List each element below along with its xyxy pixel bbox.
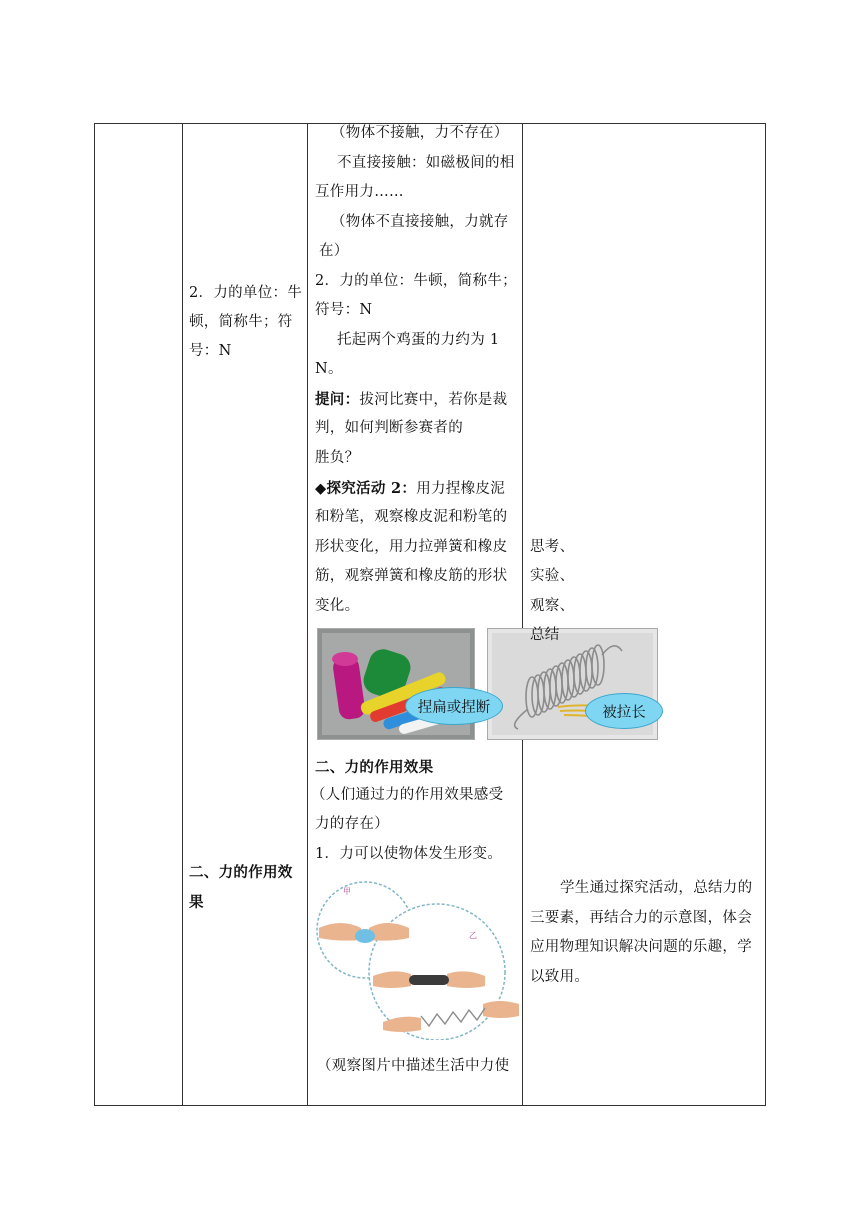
- unit-label-line: 号：N: [189, 343, 232, 359]
- question-line: 判，如何判断参赛者的: [315, 420, 463, 436]
- figure-mark-yi: 乙: [469, 931, 477, 940]
- summary-line: 以致用。: [530, 969, 590, 985]
- activity-line: 筋，观察弹簧和橡皮筋的形状: [315, 568, 508, 584]
- column-divider: [522, 124, 523, 1105]
- section-line: 1．力可以使物体发生形变。: [315, 846, 503, 862]
- question-line: 胜负？: [315, 450, 360, 466]
- figure-mark-jia: 甲: [343, 887, 351, 896]
- content-line: （物体不接触，力不存在）: [331, 125, 509, 141]
- activity-step: 实验、: [530, 568, 575, 584]
- content-line: （观察图片中描述生活中力使: [317, 1058, 510, 1074]
- column-divider: [182, 124, 183, 1105]
- column-divider: [307, 124, 308, 1105]
- activity-line: 和粉笔，观察橡皮泥和粉笔的: [315, 509, 508, 525]
- content-line: 2．力的单位：牛顿，简称牛；: [315, 273, 517, 289]
- hands-illustration: [313, 880, 521, 1040]
- section-line: 力的存在）: [315, 816, 389, 832]
- summary-line: 应用物理知识解决问题的乐趣，学: [530, 939, 752, 955]
- callout-stretched: 被拉长: [585, 693, 663, 729]
- content-line: （物体不直接接触，力就存: [331, 214, 509, 230]
- summary-line: 三要素，再结合力的示意图，体会: [530, 910, 752, 926]
- content-line: 符号：N: [315, 302, 373, 318]
- content-line: 在）: [319, 243, 349, 259]
- content-line: 不直接接触：如磁极间的相: [337, 155, 515, 171]
- activity-line: 形状变化，用力拉弹簧和橡皮: [315, 539, 508, 555]
- content-line: 互作用力……: [315, 184, 404, 200]
- activity-label: ◆探究活动 2：: [315, 480, 417, 497]
- activity-line: [315, 474, 505, 504]
- activity-step: 总结: [530, 627, 560, 643]
- unit-label-line: 顿，简称牛；符: [189, 314, 293, 330]
- activity-line: 变化。: [315, 598, 360, 614]
- question-text: 拔河比赛中，若你是裁: [359, 392, 508, 408]
- content-line: 托起两个鸡蛋的力约为 1: [337, 332, 500, 348]
- effect-label-line: 果: [189, 894, 204, 911]
- section-title: 二、力的作用效果: [315, 759, 434, 776]
- question-label: 提问：: [315, 391, 360, 408]
- summary-line: 学生通过探究活动，总结力的: [560, 880, 753, 896]
- effect-label-line: 二、力的作用效: [189, 864, 293, 881]
- unit-label-line: 2．力的单位：牛: [189, 285, 303, 301]
- activity-step: 观察、: [530, 598, 575, 614]
- deformation-figure: [313, 880, 521, 1040]
- callout-squeezed: 捏扁或捏断: [405, 687, 503, 725]
- activity-step: 思考、: [530, 539, 575, 555]
- section-line: （人们通过力的作用效果感受: [311, 787, 504, 803]
- question-line: [315, 385, 507, 415]
- activity-text: 用力捏橡皮泥: [416, 481, 506, 497]
- content-line: N。: [315, 361, 343, 377]
